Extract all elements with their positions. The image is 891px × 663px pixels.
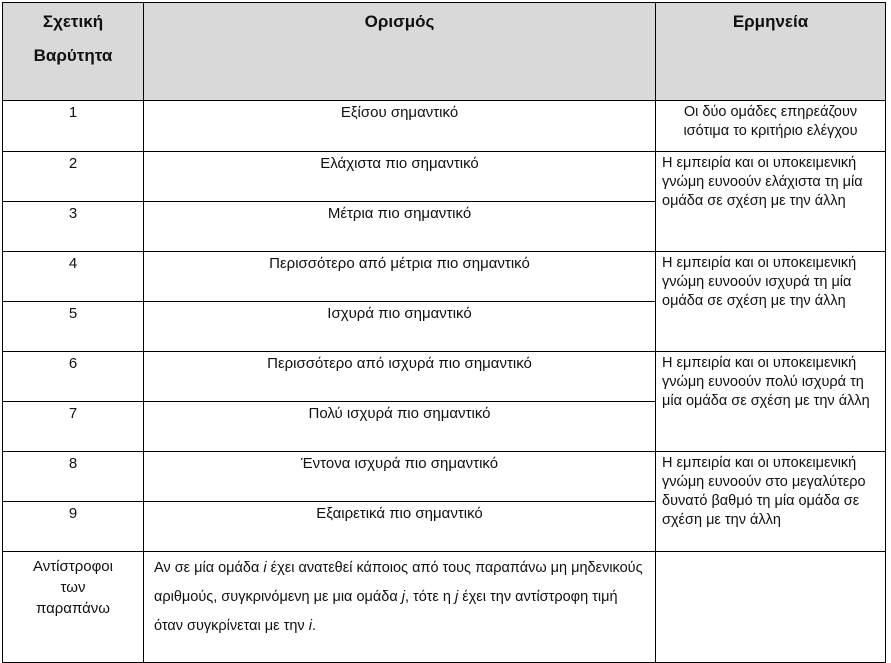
definition-cell: Ισχυρά πιο σημαντικό — [144, 302, 656, 352]
reciprocal-def-var-j: j — [401, 589, 405, 605]
header-relative-weight — [3, 3, 144, 101]
header-interpretation: Ερμηνεία — [656, 3, 886, 101]
definition-cell: Ελάχιστα πιο σημαντικό — [144, 152, 656, 202]
interpretation-cell: Η εμπειρία και οι υποκειμενική γνώμη ευνοούν ισχυρά τη μία ομάδα σε σχέση με την άλλη — [656, 252, 886, 352]
definition-cell: Έντονα ισχυρά πιο σημαντικό — [144, 452, 656, 502]
header-row — [3, 3, 886, 101]
definition-cell: Εξαιρετικά πιο σημαντικό — [144, 502, 656, 552]
definition-cell: Πολύ ισχυρά πιο σημαντικό — [144, 402, 656, 452]
table-row — [3, 352, 886, 402]
interpretation-cell: Η εμπειρία και οι υποκειμενική γνώμη ευνοούν στο μεγαλύτερο δυνατό βαθμό τη μία ομάδα σε σχέση με την άλλη — [656, 452, 886, 552]
table-row — [3, 101, 886, 152]
reciprocal-interpretation-cell — [656, 552, 886, 663]
reciprocal-def-text-3: , τότε η — [405, 589, 455, 605]
reciprocal-label-cell — [3, 552, 144, 663]
rank-cell: 2 — [3, 152, 144, 202]
reciprocal-label-line2: των — [60, 579, 86, 596]
definition-cell: Περισσότερο από ισχυρά πιο σημαντικό — [144, 352, 656, 402]
reciprocal-def-text-4: έχει την αντίστροφη τιμή όταν συγκρίνεται με την — [154, 589, 618, 634]
reciprocal-row — [3, 552, 886, 663]
reciprocal-def-var-i: i — [263, 560, 267, 576]
interpretation-cell: Η εμπειρία και οι υποκειμενική γνώμη ευνοούν πολύ ισχυρά τη μία ομάδα σε σχέση με την άλλη — [656, 352, 886, 452]
definition-cell: Εξίσου σημαντικό — [144, 101, 656, 152]
rank-cell: 8 — [3, 452, 144, 502]
header-definition: Ορισμός — [144, 3, 656, 101]
rank-cell: 6 — [3, 352, 144, 402]
reciprocal-def-text-2: έχει ανατεθεί κάποιος από τους παραπάνω μη μηδενικούς αριθμούς, συγκρινόμενη με μια ομάδα — [154, 560, 643, 605]
rank-cell: 4 — [3, 252, 144, 302]
table-row — [3, 252, 886, 302]
definition-cell: Μέτρια πιο σημαντικό — [144, 202, 656, 252]
pairwise-comparison-scale-table — [2, 2, 886, 663]
reciprocal-definition-cell — [144, 552, 656, 663]
interpretation-cell: Οι δύο ομάδες επηρεάζουν ισότιμα το κριτήριο ελέγχου — [656, 101, 886, 152]
reciprocal-label-line1: Αντίστροφοι — [33, 558, 113, 575]
table-row — [3, 152, 886, 202]
reciprocal-def-var-j2: j — [454, 589, 459, 605]
rank-cell: 1 — [3, 101, 144, 152]
rank-cell: 7 — [3, 402, 144, 452]
rank-cell: 5 — [3, 302, 144, 352]
rank-cell: 9 — [3, 502, 144, 552]
interpretation-cell: Η εμπειρία και οι υποκειμενική γνώμη ευνοούν ελάχιστα τη μία ομάδα σε σχέση με την άλλη — [656, 152, 886, 252]
header-relative-weight-line1: Σχετική — [42, 12, 104, 31]
rank-cell: 3 — [3, 202, 144, 252]
table-row — [3, 452, 886, 502]
reciprocal-label-line3: παραπάνω — [35, 600, 111, 617]
definition-cell: Περισσότερο από μέτρια πιο σημαντικό — [144, 252, 656, 302]
reciprocal-def-text-1: Αν σε μία ομάδα — [154, 560, 264, 576]
header-relative-weight-line2: Βαρύτητα — [33, 46, 113, 65]
reciprocal-def-var-i2: i — [308, 618, 312, 634]
reciprocal-def-text-5: . — [311, 618, 316, 634]
